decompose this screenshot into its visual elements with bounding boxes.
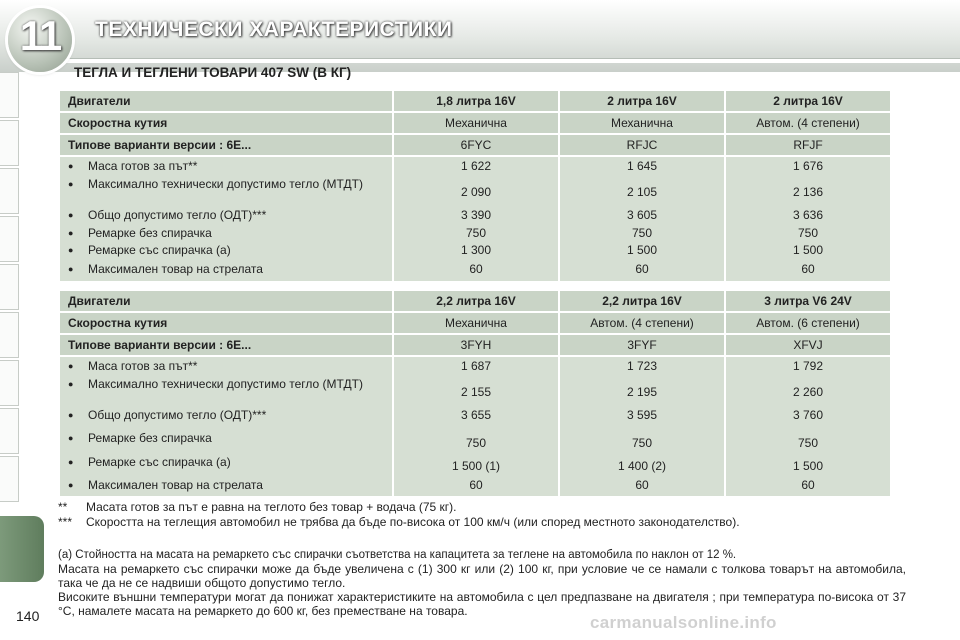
row-label: Ремарке със спирачка (а) [88,243,231,257]
side-tab[interactable] [0,216,19,262]
value-cell: 750 [631,226,653,240]
table-row [60,313,890,333]
value-cell: 1 723 [626,359,658,373]
list-item [68,226,384,243]
value-cell: 3 760 [792,408,824,422]
table-row [60,113,890,133]
weights-table-2 [58,289,892,498]
engine-label: Двигатели [60,91,392,111]
value-cell: 1 792 [792,359,824,373]
variant-cell: XFVJ [726,335,890,355]
table-row [60,357,890,496]
bullet-dot-icon: ● [68,264,74,274]
side-tab[interactable] [0,120,19,166]
value-cell: 2 155 [460,385,492,399]
value-cell: 750 [465,226,487,240]
list-item [68,208,384,226]
bullet-dot-icon: ● [68,410,74,420]
value-cell: 3 605 [626,208,658,222]
value-cell: 3 595 [626,408,658,422]
gearbox-label: Скоростна кутия [60,313,392,333]
engine-header: 2 литра 16V [726,91,890,111]
engine-header: 1,8 литра 16V [394,91,558,111]
engine-header: 2 литра 16V [560,91,724,111]
value-cell: 1 500 [792,243,824,257]
value-cell: 1 622 [460,159,492,173]
values-column [394,357,558,496]
list-item [68,408,384,431]
gearbox-label: Скоростна кутия [60,113,392,133]
table-row [60,91,890,111]
value-cell: 60 [469,262,483,276]
values-column [726,157,890,281]
row-label: Ремарке без спирачка [88,431,212,445]
side-tab[interactable] [0,456,19,502]
side-tab[interactable] [0,360,19,406]
side-tab[interactable] [0,72,19,118]
values-column [560,157,724,281]
row-label: Маса готов за път** [88,359,198,373]
note-trailer-capacity: (а) Стойността на масата на ремаркето със спирачки съответства на капацитета за теглене на автомобила по наклон от 12 %. [58,549,737,561]
value-cell: 1 676 [792,159,824,173]
variant-cell: 3FYH [394,335,558,355]
bullet-dot-icon: ● [68,480,74,490]
value-cell: 60 [635,262,649,276]
value-cell: 1 300 [460,243,492,257]
value-cell: 1 500 [792,459,824,473]
footnote-mark: ** [58,500,68,514]
bullet-dot-icon: ● [68,245,74,255]
value-cell: 3 390 [460,208,492,222]
footnote-text: Масата готов за път е равна на теглото без товар + водача (75 кг). [86,500,457,514]
bullet-dot-icon: ● [68,161,74,171]
page-number: 140 [16,608,40,624]
chapter-side-tabs [0,72,22,552]
list-item [68,455,384,478]
footnotes [58,500,908,530]
weights-table-1 [58,89,892,283]
footnote-mark: *** [58,515,73,529]
engine-header: 2,2 литра 16V [560,291,724,311]
value-cell: 2 105 [626,185,658,199]
row-label: Общо допустимо тегло (ОДТ)*** [88,408,267,422]
row-label: Ремарке без спирачка [88,226,212,240]
list-item [68,159,384,177]
value-cell: 750 [797,436,819,450]
engine-header: 2,2 литра 16V [394,291,558,311]
value-cell: 750 [797,226,819,240]
footnote-text: Скоростта на теглещия автомобил не трябва да бъде по-висока от 100 км/ч (или според местното законодателство). [86,515,740,529]
row-label: Максимално технически допустимо тегло (МТДТ) [88,177,363,191]
section-title: ТЕГЛА И ТЕГЛЕНИ ТОВАРИ 407 SW (В КГ) [74,65,352,80]
value-cell: 2 136 [792,185,824,199]
chapter-title: ТЕХНИЧЕСКИ ХАРАКТЕРИСТИКИ [95,18,453,41]
row-label: Максимален товар на стрелата [88,478,263,492]
variant-cell: RFJC [560,135,724,155]
row-label: Общо допустимо тегло (ОДТ)*** [88,208,267,222]
bullet-dot-icon: ● [68,457,74,467]
weight-labels [60,157,392,281]
value-cell: 3 636 [792,208,824,222]
gearbox-cell: Автом. (6 степени) [726,313,890,333]
bullet-dot-icon: ● [68,379,74,389]
list-item [68,177,384,208]
table-row [60,157,890,281]
list-item [68,377,384,408]
value-cell: 60 [635,478,649,492]
table-row [60,335,890,355]
engine-label: Двигатели [60,291,392,311]
variants-label: Типове варианти версии : 6E... [60,135,392,155]
gearbox-cell: Автом. (4 степени) [560,313,724,333]
bullet-dot-icon: ● [68,210,74,220]
side-tab[interactable] [0,168,19,214]
value-cell: 2 260 [792,385,824,399]
header-divider [60,58,960,63]
value-cell: 3 655 [460,408,492,422]
row-label: Ремарке със спирачка (а) [88,455,231,469]
list-item [68,478,384,496]
value-cell: 2 090 [460,185,492,199]
value-cell: 1 500 (1) [451,459,501,473]
value-cell: 60 [469,478,483,492]
list-item [68,243,384,262]
value-cell: 1 645 [626,159,658,173]
footnote [58,515,908,530]
value-cell: 60 [801,478,815,492]
bullet-dot-icon: ● [68,433,74,443]
row-label: Максимално технически допустимо тегло (МТДТ) [88,377,363,391]
note-trailer-increase: Масата на ремаркето със спирачки може да бъде увеличена с (1) 300 кг или (2) 100 кг, при условие че се намали с толкова товарът на автомобила, така че да не се надвиши общото допустимо тегло. [58,562,906,590]
value-cell: 2 195 [626,385,658,399]
value-cell: 1 500 [626,243,658,257]
value-cell: 750 [631,436,653,450]
weight-labels [60,357,392,496]
gearbox-cell: Автом. (4 степени) [726,113,890,133]
value-cell: 1 400 (2) [617,459,667,473]
value-cell: 1 687 [460,359,492,373]
side-tab[interactable] [0,264,19,310]
bullet-dot-icon: ● [68,228,74,238]
note-high-temperature: Високите външни температури могат да понижат характеристиките на автомобила с цел предпазване на двигателя ; при температура по-висока от 37 °C, намалете масата на ремаркето до 600 кг, без преместване на товара. [58,590,906,618]
values-column [560,357,724,496]
variant-cell: RFJF [726,135,890,155]
table-row [60,291,890,311]
bullet-dot-icon: ● [68,179,74,189]
row-label: Максимален товар на стрелата [88,262,263,276]
side-tab-active[interactable] [0,516,44,582]
gearbox-cell: Механична [394,313,558,333]
side-tab[interactable] [0,408,19,454]
values-column [394,157,558,281]
footnote [58,500,908,515]
gearbox-cell: Механична [394,113,558,133]
row-label: Маса готов за път** [88,159,198,173]
bullet-dot-icon: ● [68,361,74,371]
engine-header: 3 литра V6 24V [726,291,890,311]
list-item [68,262,384,280]
gearbox-cell: Механична [560,113,724,133]
variant-cell: 6FYC [394,135,558,155]
chapter-number: 11 [19,12,61,59]
side-tab[interactable] [0,312,19,358]
variants-label: Типове варианти версии : 6E... [60,335,392,355]
table-row [60,135,890,155]
values-column [726,357,890,496]
list-item [68,431,384,455]
value-cell: 60 [801,262,815,276]
watermark: carmanualsonline.info [590,613,777,632]
variant-cell: 3FYF [560,335,724,355]
value-cell: 750 [465,436,487,450]
list-item [68,359,384,377]
